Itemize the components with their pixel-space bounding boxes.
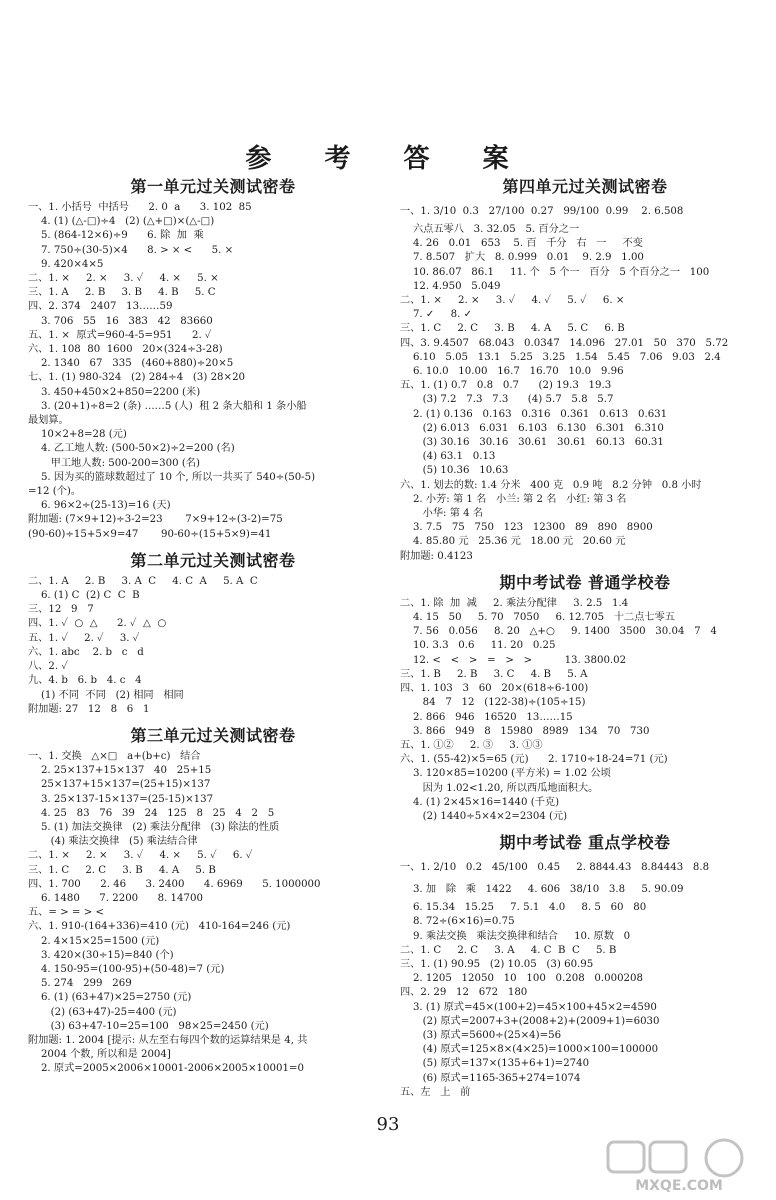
answer-line: 2. 原式=2005×2006×10001-2006×2005×10001=0: [28, 1063, 304, 1075]
answer-line: 7. 56 0.056 8. 20 △+○ 9. 1400 3500 30.04 7 4: [400, 626, 717, 638]
answer-line: 二、1. × 2. × 3. ✓ 4. ✓ 5. ✓ 6. ×: [400, 295, 625, 307]
answer-line: (2) (63+47)-25=400 (元): [28, 1006, 177, 1018]
answer-line: 六点五零八 3. 32.05 5. 百分之一: [400, 224, 580, 235]
answer-line: 四、1. 700 2. 46 3. 2400 4. 6969 5. 1000000: [28, 878, 321, 890]
answer-section: [400, 174, 770, 564]
answer-line: 六、1. (55-42)×5=65 (元) 2. 1710÷18-24=71 (元): [400, 754, 668, 766]
answer-line: 二、1. × 2. × 3. ✓ 4. × 5. ✓ 6. ✓: [28, 850, 253, 862]
answer-line: (3) 原式=5600÷(25×4)=56: [400, 1029, 562, 1041]
answer-line: 五、1. (1) 0.7 0.8 0.7 (2) 19.3 19.3: [400, 380, 612, 392]
answer-line: 五、= > = > <: [28, 907, 105, 919]
answer-line: 2. 866 946 16520 13……15: [400, 711, 573, 723]
answer-line: 一、1. 2/10 0.2 45/100 0.45 2. 8844.43 8.84443 8.8: [400, 862, 710, 874]
answer-line: 6. 1480 7. 2200 8. 14700: [28, 892, 203, 904]
answer-line: (2) 原式=2007+3+(2008+2)+(2009+1)=6030: [400, 1015, 660, 1027]
answer-line: 2. (1) 0.136 0.163 0.316 0.361 0.613 0.631: [400, 408, 668, 420]
answer-line: 3. 420×(30÷15)=840 (个): [28, 949, 174, 961]
answer-line: (3) 63+47-10=25=100 98×25=2450 (元): [28, 1020, 269, 1032]
answer-line: 3. 7.5 75 750 123 12300 89 890 8900: [400, 522, 653, 534]
section-title: 期中考试卷 重点学校卷: [499, 833, 671, 853]
answer-line: 四、3. 9.4507 68.043 0.0347 14.096 27.01 50 370 5.72: [400, 337, 729, 349]
answer-line: 因为 1.02<1.20, 所以西瓜地面积大。: [400, 782, 599, 794]
answer-line: 二、1. C 2. C 3. A 4. C B C 5. B: [400, 944, 617, 956]
answer-line: (1) 不同 不同 (2) 相同 相同: [28, 689, 184, 701]
right-column: [400, 172, 770, 1106]
answer-line: 12. 4.950 5.049: [400, 280, 501, 292]
answer-line: 7. ✓ 8. ✓: [400, 309, 473, 321]
page-number: 93: [376, 1114, 400, 1135]
answer-line: 2004 个数, 所以和是 2004]: [28, 1049, 171, 1061]
answer-section: [400, 570, 770, 824]
answer-line: 三、12 9 7: [28, 604, 94, 616]
answer-line: 5. (1) 加法交换律 (2) 乘法分配律 (3) 除法的性质: [28, 821, 280, 833]
answer-line: 六、1. 划去的数: 1.4 分米 400 克 0.9 吨 8.2 分钟 0.8 小时: [400, 479, 702, 491]
answer-line: 6. (1) (63+47)×25=2750 (元): [28, 992, 192, 1004]
answer-line: 8. 72÷(6×16)=0.75: [400, 916, 515, 928]
left-column: [28, 172, 398, 1083]
answer-line: (3) 30.16 30.16 30.61 30.61 60.13 60.31: [400, 437, 664, 449]
answer-line: =12 (个)。: [28, 486, 82, 498]
answer-line: 6. 10.0 10.00 16.7 16.70 10.0 9.96: [400, 366, 624, 378]
answer-line: 10×2+8=28 (元): [28, 429, 127, 441]
answer-line: 七、1. (1) 980-324 (2) 284÷4 (3) 28×20: [28, 372, 246, 384]
answer-line: 三、1. (1) 90.95 (2) 10.05 (3) 60.95: [400, 958, 594, 970]
answer-line: 3. (20+1)÷8=2 (条) ……5 (人) 租 2 条大船和 1 条小船: [28, 400, 307, 412]
answer-line: 2. 25×137+15×137 40 25+15: [28, 765, 212, 777]
answer-line: 4. 乙工地人数: (500-50×2)÷2=200 (名): [28, 443, 235, 455]
answer-line: 五、1. ✓ 2. ✓ 3. ✓: [28, 632, 140, 644]
answer-line: 2. 小芳: 第 1 名 小兰: 第 2 名 小红: 第 3 名: [400, 493, 627, 505]
answer-line: 一、1. 3/10 0.3 27/100 0.27 99/100 0.99 2. 6.508: [400, 206, 684, 217]
answer-line: 4. 26 0.01 653 5. 百 千分 右 一 不变: [400, 238, 643, 250]
answer-line: 4. (1) (△-□)÷4 (2) (△+□)×(△-□): [28, 216, 215, 228]
answer-line: 二、1. 除 加 减 2. 乘法分配律 3. 2.5 1.4: [400, 597, 629, 609]
answer-line: (2) 6.013 6.031 6.103 6.130 6.301 6.310: [400, 422, 664, 434]
section-title: 第二单元过关测试密卷: [130, 550, 296, 570]
answer-line: 附加题: 0.4123: [400, 550, 473, 562]
answer-line: (3) 7.2 7.3 7.3 (4) 5.7 5.8 5.7: [400, 394, 614, 406]
answer-line: 3. 120×85=10200 (平方米) = 1.02 公顷: [400, 768, 611, 780]
answer-line: (2) 1440÷5×4×2=2304 (元): [400, 810, 568, 822]
answer-line: 2. 1340 67 335 (460+880)÷20×5: [28, 358, 234, 370]
answer-line: 甲工地人数: 500-200=300 (名): [28, 457, 200, 469]
answer-line: 附加题: (7×9+12)÷3-2=23 7×9+12÷(3-2)=75: [28, 514, 283, 526]
answer-line: 三、1. C 2. C 3. B 4. A 5. C 6. B: [400, 323, 625, 335]
watermark-logo: [604, 1136, 754, 1194]
answer-line: 84 7 12 (122-38)÷(105÷15): [400, 697, 586, 709]
answer-line: 2. 1205 12050 10 100 0.208 0.000208: [400, 973, 644, 985]
answer-line: 三、1. C 2. C 3. B 4. A 5. B: [28, 864, 216, 876]
answer-line: 六、1. 108 80 1600 20×(324÷3-28): [28, 344, 223, 356]
answer-line: (5) 10.36 10.63: [400, 465, 509, 477]
answer-line: 三、1. B 2. B 3. C 4. B 5. A: [400, 668, 588, 680]
answer-line: 25×137+15×137=(25+15)×137: [28, 779, 211, 791]
section-title: 期中考试卷 普通学校卷: [499, 572, 671, 592]
answer-line: (6) 原式=1165-365+274=1074: [400, 1072, 581, 1084]
answer-line: 3. 加 除 乘 1422 4. 606 38/10 3.8 5. 90.09: [400, 884, 684, 896]
section-title: 第一单元过关测试密卷: [130, 177, 296, 196]
answer-section: [28, 723, 398, 1077]
answer-line: 10. 86.07 86.1 11. 个 5 个一 百分 5 个百分之一 100: [400, 266, 710, 278]
answer-line: 六、1. abc 2. b c d: [28, 646, 144, 658]
answer-line: 六、1. 910-(164+336)=410 (元) 410-164=246 (元): [28, 921, 291, 933]
page-title: 参 考 答 案: [245, 144, 531, 174]
answer-section: [28, 548, 398, 717]
answer-line: 四、2. 374 2407 13……59: [28, 301, 173, 313]
answer-line: 五、左 上 前: [400, 1086, 471, 1098]
answer-line: 2. 4×15×25=1500 (元): [28, 935, 160, 947]
answer-line: 四、2. 29 12 672 180: [400, 987, 528, 999]
answer-line: 3. 706 55 16 383 42 83660: [28, 315, 213, 327]
answer-line: 二、1. A 2. B 3. A C 4. C A 5. A C: [28, 575, 258, 587]
answer-line: 4. 85.80 元 25.36 元 18.00 元 20.60 元: [400, 536, 626, 548]
answer-line: 7. 750÷(30-5)×4 8. > × < 5. ×: [28, 244, 234, 256]
section-title: 第四单元过关测试密卷: [502, 177, 668, 196]
answer-line: (4) 原式=125×8×(4×25)=1000×100=100000: [400, 1044, 659, 1056]
answer-line: 一、1. 小括号 中括号 2. 0 a 3. 102 85: [28, 202, 252, 213]
answer-line: 3. 450+450×2+850=2200 (米): [28, 386, 201, 398]
answer-line: 6.10 5.05 13.1 5.25 3.25 1.54 5.45 7.06 9.03 2.4: [400, 351, 721, 363]
answer-line: 3. 866 949 8 15980 8989 134 70 730: [400, 725, 650, 737]
answer-line: 3. (1) 原式=45×(100+2)=45×100+45×2=4590: [400, 1001, 657, 1013]
answer-line: 7. 8.507 扩大 8. 0.999 0.01 9. 2.9 1.00: [400, 252, 644, 264]
answer-line: 小华: 第 4 名: [400, 508, 484, 520]
answer-line: 6. 15.34 15.25 7. 5.1 4.0 8. 5 60 80: [400, 902, 647, 914]
answer-line: 附加题: 1. 2004 [提示: 从左至右每四个数的运算结果是 4, 共: [28, 1034, 308, 1046]
answer-section: [28, 174, 398, 542]
answer-line: 12. < < > = > > 13. 3800.02: [400, 654, 627, 666]
answer-line: 5. (864-12×6)÷9 6. 除 加 乘: [28, 230, 204, 242]
answer-line: 10. 3.3 0.6 11. 20 0.25: [400, 640, 556, 652]
answer-line: 附加题: 27 12 8 6 1: [28, 703, 150, 715]
answer-line: 九、4. b 6. b 4. c 4: [28, 675, 142, 687]
answer-line: 4. 25 83 76 39 24 125 8 25 4 2 5: [28, 807, 275, 819]
answer-line: 二、1. × 2. × 3. ✓ 4. × 5. ×: [28, 273, 219, 285]
answer-line: 5. 因为买的篮球数超过了 10 个, 所以一共买了 540÷(50-5): [28, 471, 316, 483]
answer-line: (4) 乘法交换律 (5) 乘法结合律: [28, 836, 198, 848]
answer-section: [400, 830, 770, 1100]
answer-line: 最划算。: [28, 415, 69, 427]
answer-line: 4. (1) 2×45×16=1440 (千克): [400, 796, 560, 808]
answer-line: 9. 乘法交换 乘法交换律和结合 10. 原数 0: [400, 930, 631, 942]
answer-line: 一、1. 交换 △×□ a+(b+c) 结合: [28, 750, 201, 762]
answer-line: 五、1. × 原式=960-4-5=951 2. ✓: [28, 329, 212, 341]
answer-line: 9. 420×4×5: [28, 258, 104, 270]
answer-line: 三、1. A 2. B 3. B 4. B 5. C: [28, 287, 216, 299]
answer-line: (90-60)÷15+5×9=47 90-60÷(15+5×9)=41: [28, 528, 272, 540]
answer-line: 3. 25×137-15×137=(25-15)×137: [28, 793, 214, 805]
answer-line: 4. 15 50 5. 70 7050 6. 12.705 十二点七零五: [400, 612, 675, 624]
watermark-text: MXQE.COM: [635, 1178, 723, 1194]
answer-line: 四、1. 103 3 60 20×(618÷6-100): [400, 683, 589, 695]
answer-line: 4. 150-95=(100-95)+(50-48)=7 (元): [28, 963, 225, 975]
answer-line: 八、2. ✓: [28, 661, 68, 673]
answer-line: 6. (1) C (2) C C B: [28, 590, 140, 602]
answer-line: 五、1. ①② 2. ③ 3. ①③: [400, 739, 543, 751]
answer-line: 四、1. ✓ ○ △ 2. ✓ △ ○: [28, 618, 167, 630]
section-title: 第三单元过关测试密卷: [130, 725, 296, 745]
answer-line: 6. 96×2÷(25-13)=16 (天): [28, 500, 171, 512]
answer-line: 5. 274 299 269: [28, 978, 132, 990]
answer-line: (4) 63.1 0.13: [400, 451, 496, 463]
answer-line: (5) 原式=137×(135+6+1)=2740: [400, 1058, 590, 1070]
